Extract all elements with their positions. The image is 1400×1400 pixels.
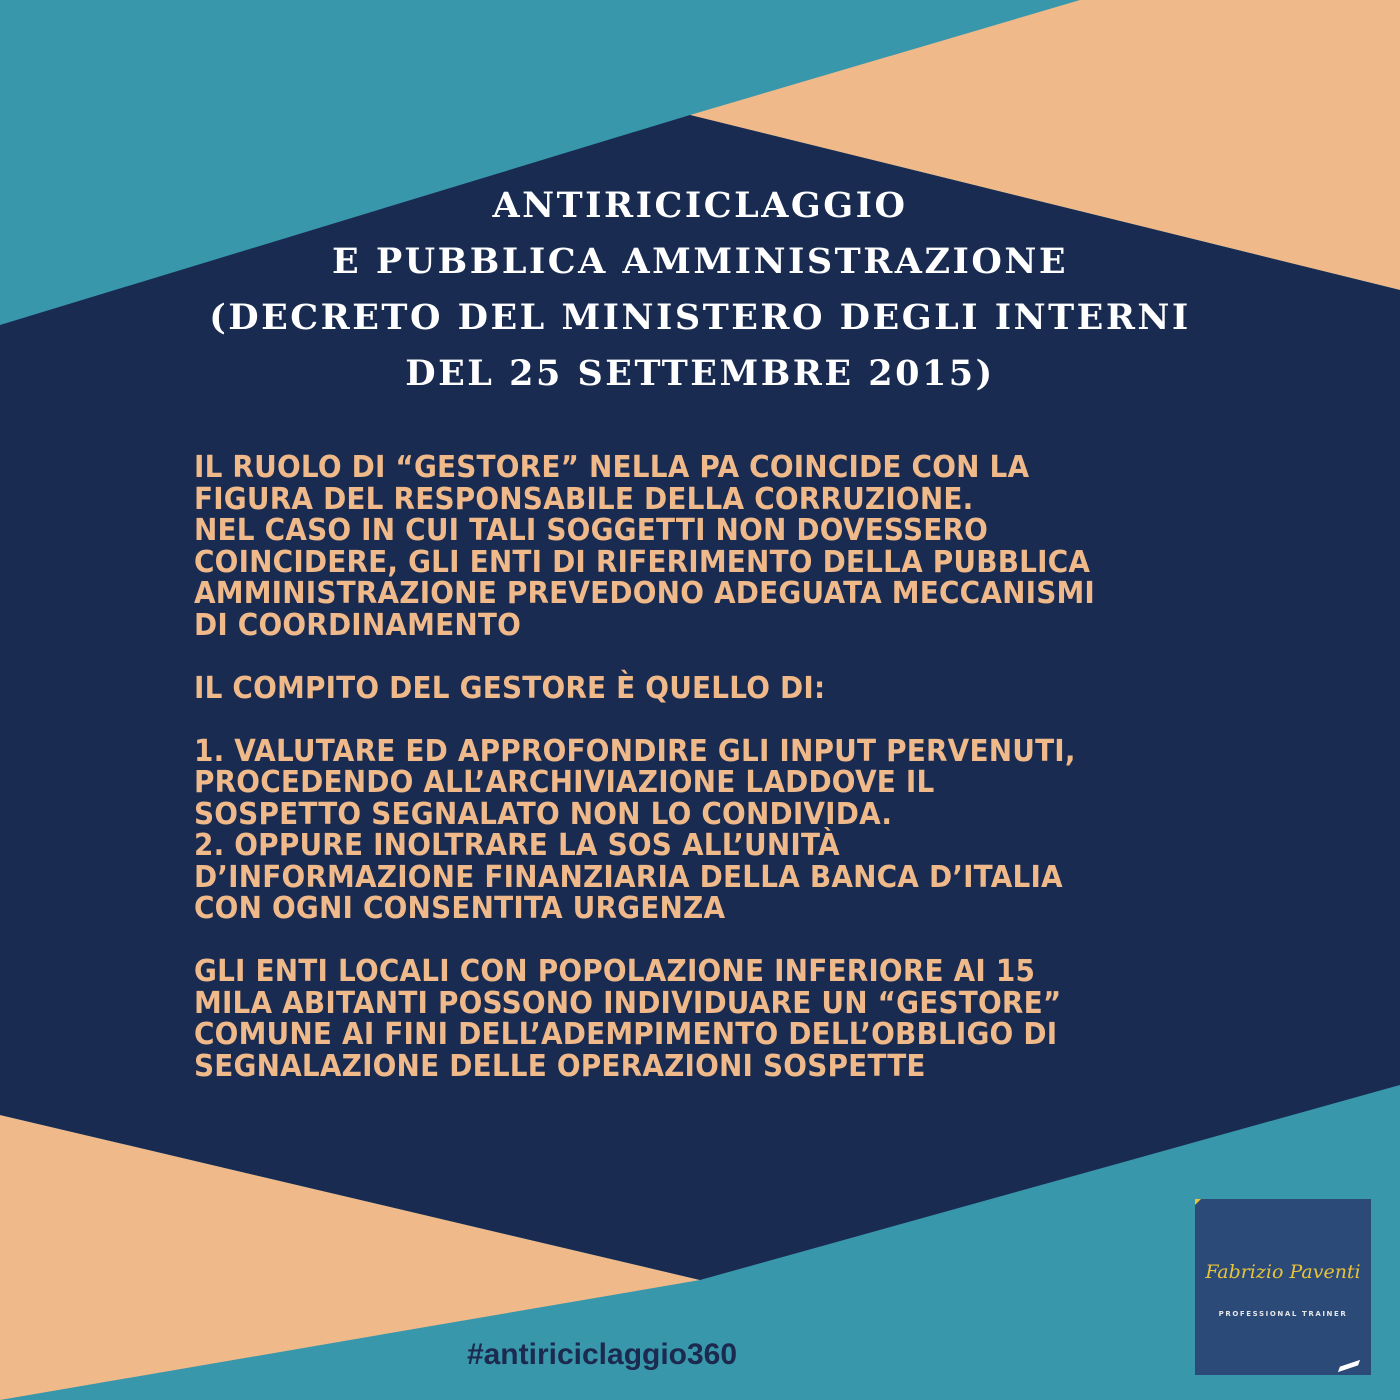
paragraph4-line: GLI ENTI LOCALI CON POPOLAZIONE INFERIORE AI 15 [194,954,1036,989]
paragraph1-line: IL RUOLO DI “GESTORE” NELLA PA COINCIDE CON LA [194,450,1030,485]
paragraph4-line: SEGNALAZIONE DELLE OPERAZIONI SOSPETTE [194,1048,926,1084]
body-text [194,452,1171,1082]
logo-name: Fabrizio Paventi [1205,1261,1361,1283]
paragraph-spacer [194,704,1171,736]
paragraph4-line: COMUNE AI FINI DELL’ADEMPIMENTO DELL’OBBLIGO DI [194,1017,1058,1052]
paragraph-spacer [194,925,1171,957]
logo-corner-accent [1195,1199,1201,1205]
paragraph-spacer [194,641,1171,673]
paragraph3-line: D’INFORMAZIONE FINANZIARIA DELLA BANCA D’ITALIA [194,859,1063,895]
paragraph1-line: FIGURA DEL RESPONSABILE DELLA CORRUZIONE. [194,481,974,517]
title-line-4: DEL 25 SETTEMBRE 2015) [405,353,995,394]
paragraph3-line: CON OGNI CONSENTITA URGENZA [194,891,726,926]
logo-badge [1195,1199,1371,1375]
paragraph1-line: COINCIDERE, GLI ENTI DI RIFERIMENTO DELLA PUBBLICA [194,544,1091,580]
paragraph3-line: SOSPETTO SEGNALATO NON LO CONDIVIDA. [194,796,893,832]
paragraph1-line: NEL CASO IN CUI TALI SOGGETTI NON DOVESSERO [194,513,989,548]
paragraph3-line: 2. OPPURE INOLTRARE LA SOS ALL’UNITÀ [194,828,840,863]
paragraph2-line: IL COMPITO DEL GESTORE È QUELLO DI: [194,670,826,706]
hashtag [0,1338,1400,1372]
paragraph3-line: 1. VALUTARE ED APPROFONDIRE GLI INPUT PERVENUTI, [194,733,1076,769]
logo-corner-mark [1338,1360,1360,1372]
paragraph1-line: AMMINISTRAZIONE PREVEDONO ADEGUATA MECCANISMI [194,576,1095,611]
logo-subtitle: PROFESSIONAL TRAINER [1218,1310,1348,1318]
paragraph4-line: MILA ABITANTI POSSONO INDIVIDUARE UN “GESTORE” [194,985,1062,1021]
title-line-3: (DECRETO DEL MINISTERO DEGLI INTERNI [209,297,1191,338]
paragraph3-line: PROCEDENDO ALL’ARCHIVIAZIONE LADDOVE IL [194,765,935,800]
hashtag-text: #antiriciclaggio360 [466,1338,738,1371]
title-line-2: E PUBBLICA AMMINISTRAZIONE [331,241,1069,282]
paragraph1-line: DI COORDINAMENTO [194,607,522,643]
title-line-1: ANTIRICICLAGGIO [492,185,908,226]
page-title [0,178,1400,402]
